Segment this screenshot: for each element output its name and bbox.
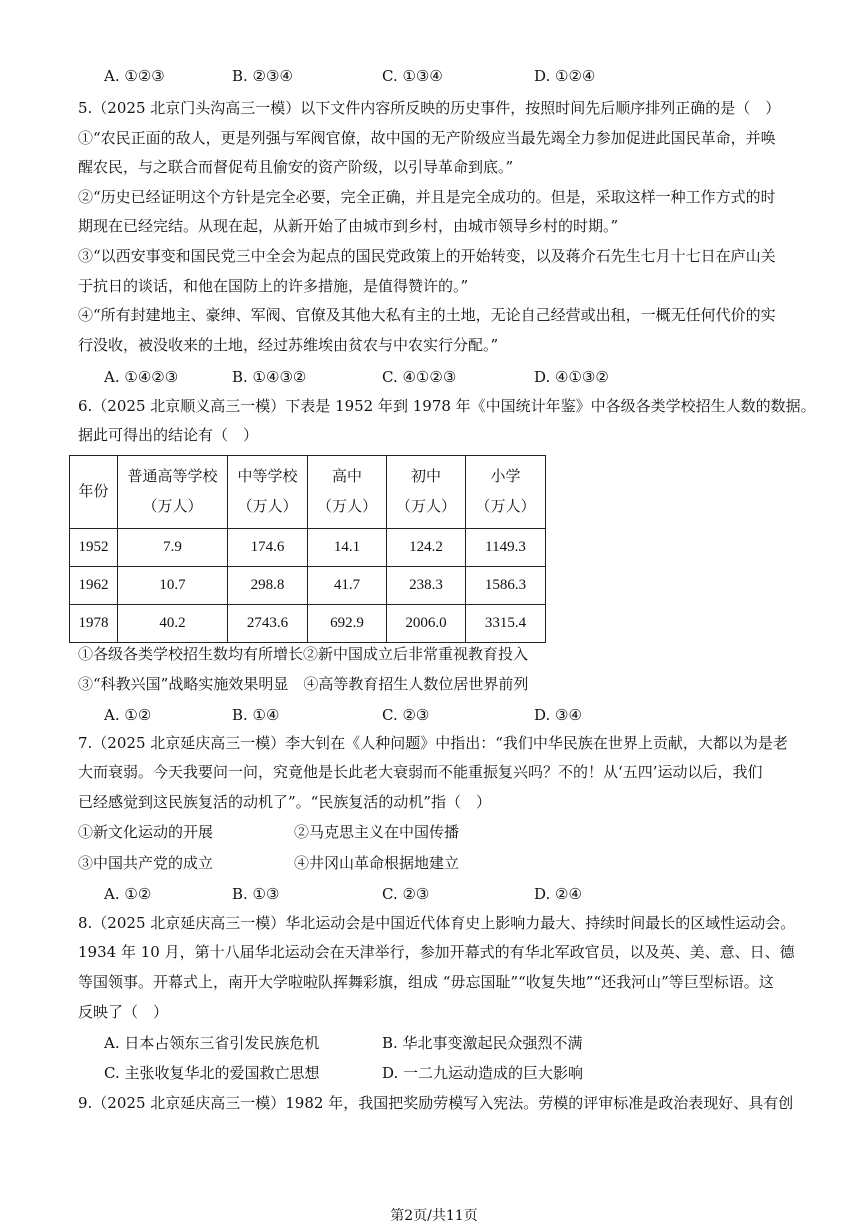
q8-option-b: B. 华北事变激起民众强烈不满 (382, 1034, 583, 1052)
enrollment-table (69, 455, 546, 643)
q5-item-line: 于抗日的谈话，和他在国防上的许多措施，是值得赞许的。” (78, 277, 469, 295)
q8-stem: 反映了（ ） (78, 1003, 169, 1021)
table-header-cell: 高中 （万人） (308, 456, 387, 529)
q5-option-a: A. ①④②③ (104, 368, 179, 386)
q6-option-b: B. ①④ (232, 706, 280, 724)
table-cell: 40.2 (118, 605, 228, 643)
table-cell: 124.2 (387, 529, 466, 567)
table-cell: 174.6 (228, 529, 308, 567)
q6-stem: 6.（2025 北京顺义高三一模）下表是 1952 年到 1978 年《中国统计年鉴》中各级各类学校招生人数的数据。 (78, 397, 816, 415)
q4-option-c: C. ①③④ (382, 67, 443, 85)
table-cell: 3315.4 (466, 605, 546, 643)
table-cell: 7.9 (118, 529, 228, 567)
q4-option-b: B. ②③④ (232, 67, 293, 85)
q5-item-line: 醒农民，与之联合而督促苟且偷安的资产阶级，以引导革命到底。” (78, 158, 514, 176)
q8-option-d: D. 一二九运动造成的巨大影响 (382, 1064, 584, 1082)
q7-stem: 大而衰弱。今天我要问一问，究竟他是长此老大衰弱而不能重振复兴吗？不的！从‘五四’运动以后，我们 (78, 763, 763, 781)
q6-item-line: ①各级各类学校招生数均有所增长②新中国成立后非常重视教育投入 (78, 645, 529, 663)
q6-option-a: A. ①② (104, 706, 152, 724)
table-cell: 10.7 (118, 567, 228, 605)
table-header-cell: 小学 （万人） (466, 456, 546, 529)
table-cell: 692.9 (308, 605, 387, 643)
q7-option-b: B. ①③ (232, 885, 280, 903)
q6-option-c: C. ②③ (382, 706, 430, 724)
q4-option-a: A. ①②③ (104, 67, 165, 85)
table-header-row (70, 456, 546, 529)
page-number: 第2页/共11页 (390, 1208, 478, 1224)
q8-stem: 等国领事。开幕式上，南开大学啦啦队挥舞彩旗，组成 “毋忘国耻”“收复失地”“还我河山”等巨型标语。这 (78, 973, 774, 991)
q7-item: ①新文化运动的开展 (78, 823, 214, 841)
q5-option-b: B. ①④③② (232, 368, 307, 386)
table-header-cell: 中等学校 （万人） (228, 456, 308, 529)
q5-item-line: ③“以西安事变和国民党三中全会为起点的国民党政策上的开始转变，以及蒋介石先生七月十七日在庐山关 (78, 247, 776, 265)
q7-option-d: D. ②④ (534, 885, 582, 903)
q7-item: ④井冈山革命根据地建立 (294, 854, 460, 872)
q6-option-d: D. ③④ (534, 706, 582, 724)
table-row (70, 605, 546, 643)
q8-stem: 1934 年 10 月，第十八届华北运动会在天津举行，参加开幕式的有华北军政官员，以及英、美、意、日、德 (78, 943, 795, 961)
table-cell: 1149.3 (466, 529, 546, 567)
table-row (70, 529, 546, 567)
q5-item-line: ④“所有封建地主、豪绅、军阀、官僚及其他大私有主的土地，无论自己经营或出租，一概无任何代价的实 (78, 306, 776, 324)
table-header-cell: 年份 (70, 456, 118, 529)
q5-item-line: 行没收，被没收来的土地，经过苏维埃由贫农与中农实行分配。” (78, 336, 499, 354)
table-cell: 298.8 (228, 567, 308, 605)
q5-item-line: ①“农民正面的敌人，更是列强与军阀官僚，故中国的无产阶级应当最先竭全力参加促进此国民革命，并唤 (78, 129, 776, 147)
q8-option-a: A. 日本占领东三省引发民族危机 (104, 1034, 320, 1052)
table-row (70, 567, 546, 605)
table-header-cell: 普通高等学校 （万人） (118, 456, 228, 529)
table-cell: 1586.3 (466, 567, 546, 605)
q4-option-d: D. ①②④ (534, 67, 596, 85)
q8-stem: 8.（2025 北京延庆高三一模）华北运动会是中国近代体育史上影响力最大、持续时间最长的区域性运动会。 (78, 914, 796, 932)
q6-stem: 据此可得出的结论有（ ） (78, 426, 259, 444)
table-cell: 1978 (70, 605, 118, 643)
q7-stem: 7.（2025 北京延庆高三一模）李大钊在《人种问题》中指出：“我们中华民族在世界上贡献，大都以为是老 (78, 734, 788, 752)
q5-item-line: 期现在已经完结。从现在起，从新开始了由城市到乡村，由城市领导乡村的时期。” (78, 217, 619, 235)
q5-option-c: C. ④①②③ (382, 368, 457, 386)
table-cell: 2006.0 (387, 605, 466, 643)
table-cell: 1962 (70, 567, 118, 605)
q5-stem: 5.（2025 北京门头沟高三一模）以下文件内容所反映的历史事件，按照时间先后顺序排列正确的是（ ） (78, 99, 781, 117)
q9-stem: 9.（2025 北京延庆高三一模）1982 年，我国把奖励劳模写入宪法。劳模的评审标准是政治表现好、具有创 (78, 1094, 794, 1112)
table-cell: 14.1 (308, 529, 387, 567)
table-cell: 238.3 (387, 567, 466, 605)
table-cell: 1952 (70, 529, 118, 567)
table-cell: 2743.6 (228, 605, 308, 643)
q5-item-line: ②“历史已经证明这个方针是完全必要，完全正确，并且是完全成功的。但是，采取这样一种工作方式的时 (78, 188, 776, 206)
q7-stem: 已经感觉到这民族复活的动机了”。“民族复活的动机”指（ ） (78, 793, 492, 811)
table-cell: 41.7 (308, 567, 387, 605)
q7-option-c: C. ②③ (382, 885, 430, 903)
q5-option-d: D. ④①③② (534, 368, 609, 386)
q8-option-c: C. 主张收复华北的爱国救亡思想 (104, 1064, 320, 1082)
q7-option-a: A. ①② (104, 885, 152, 903)
q7-item: ②马克思主义在中国传播 (294, 823, 460, 841)
q6-item-line: ③“科教兴国”战略实施效果明显 ④高等教育招生人数位居世界前列 (78, 675, 529, 693)
q7-item: ③中国共产党的成立 (78, 854, 214, 872)
table-header-cell: 初中 （万人） (387, 456, 466, 529)
